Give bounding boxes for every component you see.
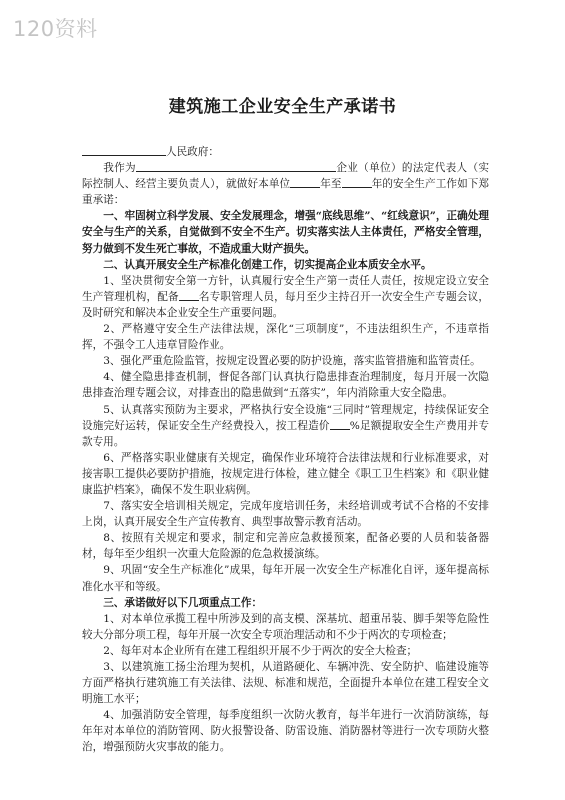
document-body bbox=[82, 144, 489, 756]
blank-start-year bbox=[290, 176, 320, 188]
blank-representative bbox=[136, 160, 186, 172]
watermark: 120资料 bbox=[13, 17, 98, 41]
section-2-heading: 二、认真开展安全生产标准化创建工作，切实提高企业本质安全水平。 bbox=[103, 258, 432, 271]
section-2-item-5: 5、认真落实预防为主要求，严格执行安全设施“三同时”管理规定，持续保证安全设施完好运转，保证安全生产经费投入，按工程造价 %足额提取安全生产费用并专款专用。 bbox=[82, 403, 489, 448]
document-title: 建筑施工企业安全生产承诺书 bbox=[168, 97, 397, 117]
section-2-item-2: 2、严格遵守安全生产法律法规，深化“三项制度”，不违法组织生产，不违章指挥，不强令工人违章冒险作业。 bbox=[82, 323, 489, 352]
section-2-item-7: 7、落实安全培训相关规定，完成年度培训任务，未经培训或考试不合格的不安排上岗，认真开展安全生产宣传教育、典型事故警示教育活动。 bbox=[82, 500, 489, 529]
intro-paragraph: 我作为 企业（单位）的法定代表人（实际控制人、经营主要负责人），就做好本单位 年至 年的安全生产工作如下郑重承诺： bbox=[82, 162, 490, 207]
blank-cost-percent bbox=[330, 418, 350, 430]
section-2-item-3: 3、强化严重危险监管，按规定设置必要的防护设施，落实监管措施和监管责任。 bbox=[103, 355, 481, 368]
section-3-item-4: 4、加强消防安全管理，每季度组织一次防火教育，每半年进行一次消防演练，每年年对本单位的消防管网、防火报警设备、防雷设施、消防器材等进行一次专项防火整治，增强预防火灾事故的能力。 bbox=[82, 709, 489, 754]
addressee: 人民政府： bbox=[82, 144, 489, 160]
section-1: 一、牢固树立科学发展、安全发展理念，增强“底线思维”、“红线意识”，正确处理安全与生产的关系，自觉做到不安全不生产。切实落实法人主体责任，严格安全管理，努力做到不发生死亡事故，不造成重大财产损失。 bbox=[82, 210, 489, 255]
section-2-item-8: 8、按照有关规定和要求，制定和完善应急救援预案，配备必要的人员和装备器材，每年至少组织一次重大危险源的危急救援演练。 bbox=[82, 532, 489, 561]
section-3-item-2: 2、每年对本企业所有在建工程组织开展不少于两次的安全大检查； bbox=[103, 644, 418, 657]
section-3-heading: 三、承诺做好以下几项重点工作： bbox=[103, 596, 263, 609]
section-3-item-3: 3、以建筑施工扬尘治理为契机，从道路硬化、车辆冲洗、安全防护、临建设施等方面严格执行建筑施工有关法律、法规、标准和规范，全面提升本单位在建工程安全文明施工水平； bbox=[82, 661, 489, 706]
section-2-item-4: 4、健全隐患排查机制，督促各部门认真执行隐患排查治理制度，每月开展一次隐患排查治理专题会议，对排查出的隐患做到“五落实”，年内消除重大安全隐患。 bbox=[82, 371, 489, 400]
blank-end-year bbox=[342, 176, 372, 188]
blank-staff-count bbox=[179, 289, 199, 301]
section-2-item-6: 6、严格落实职业健康有关规定，确保作业环境符合法律法规和行业标准要求，对接害职工提供必要防护措施，按规定进行体检，建立健全《职工卫生档案》和《职业健康监护档案》，确保不发生职业病例。 bbox=[82, 451, 489, 496]
section-2-item-1: 1、坚决贯彻安全第一方针，认真履行安全生产第一责任人责任，按规定设立安全生产管理机构，配备 名专职管理人员，每月至少主持召开一次安全生产专题会议，及时研究和解决本企业安全生产重要问题。 bbox=[82, 274, 489, 319]
section-2-item-9: 9、巩固“安全生产标准化”成果，每年开展一次安全生产标准化自评，逐年提高标准化水平和等级。 bbox=[82, 564, 489, 593]
blank-government bbox=[82, 144, 166, 156]
section-3-item-1: 1、对本单位承揽工程中所涉及到的高支模、深基坑、超重吊装、脚手架等危险性较大分部分项工程，每年开展一次安全专项治理活动和不少于两次的专项检查； bbox=[82, 612, 489, 641]
blank-company bbox=[186, 160, 336, 172]
